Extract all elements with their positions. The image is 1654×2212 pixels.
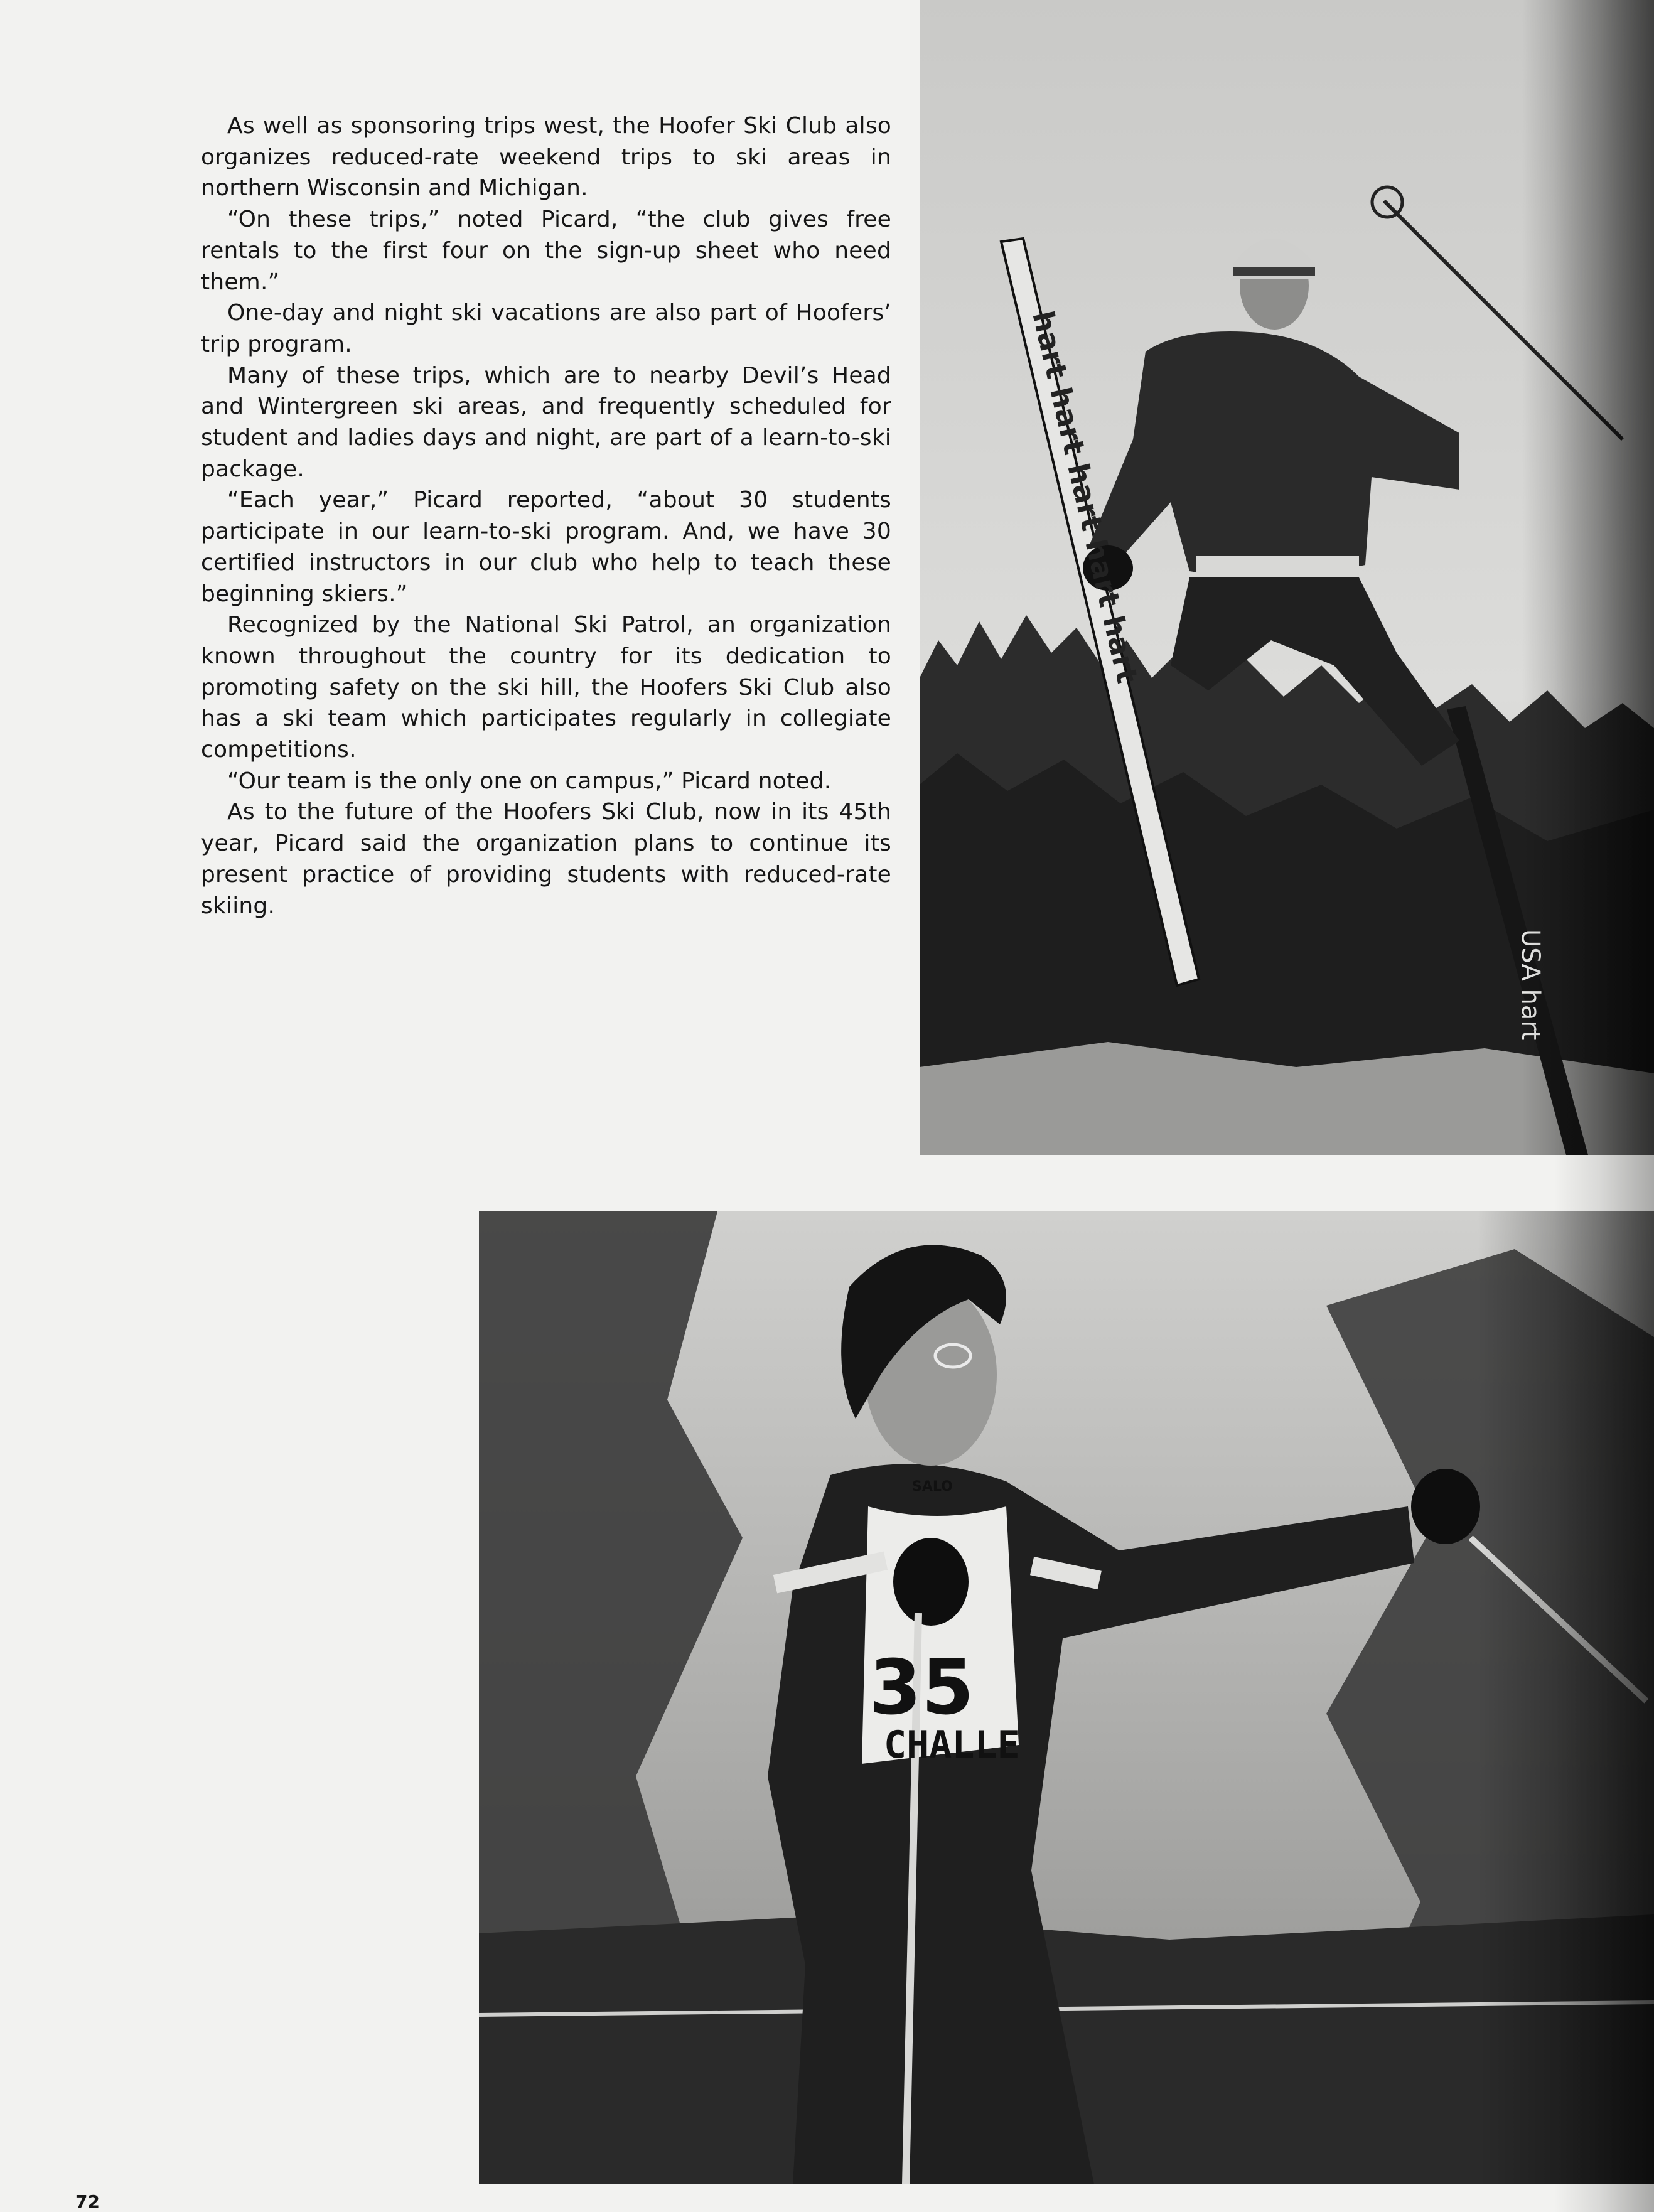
ski-racer-photo	[479, 1211, 1654, 2184]
page-number: 72	[75, 2191, 100, 2212]
article-paragraph: As well as sponsoring trips west, the Hoofer Ski Club also organizes reduced-rate weekend trips to ski areas in northern Wisconsin and Michigan.	[201, 113, 891, 201]
skier-jump-photo	[920, 0, 1654, 1155]
article-paragraph: “Our team is the only one on campus,” Picard noted.	[227, 768, 832, 794]
article-paragraph: “Each year,” Picard reported, “about 30 students participate in our learn-to-ski program. And, we have 30 certified instructors in our club who help to teach these beginning skiers.”	[201, 487, 891, 607]
article-paragraph: “On these trips,” noted Picard, “the club gives free rentals to the first four on the sign-up sheet who need them.”	[201, 207, 891, 295]
article-paragraph: Many of these trips, which are to nearby Devil’s Head and Wintergreen ski areas, and frequently scheduled for student and ladies days and night, are part of a learn-to-ski package.	[201, 362, 891, 482]
article-paragraph: Recognized by the National Ski Patrol, an organization known throughout the country for its dedication to promoting safety on the ski hill, the Hoofers Ski Club also has a ski team which participates regularly in collegiate competitions.	[201, 612, 891, 763]
article-body	[201, 110, 891, 921]
article-paragraph: One-day and night ski vacations are also part of Hoofers’ trip program.	[201, 300, 891, 357]
article-paragraph: As to the future of the Hoofers Ski Club, now in its 45th year, Picard said the organization plans to continue its present practice of providing students with reduced-rate skiing.	[201, 799, 891, 919]
